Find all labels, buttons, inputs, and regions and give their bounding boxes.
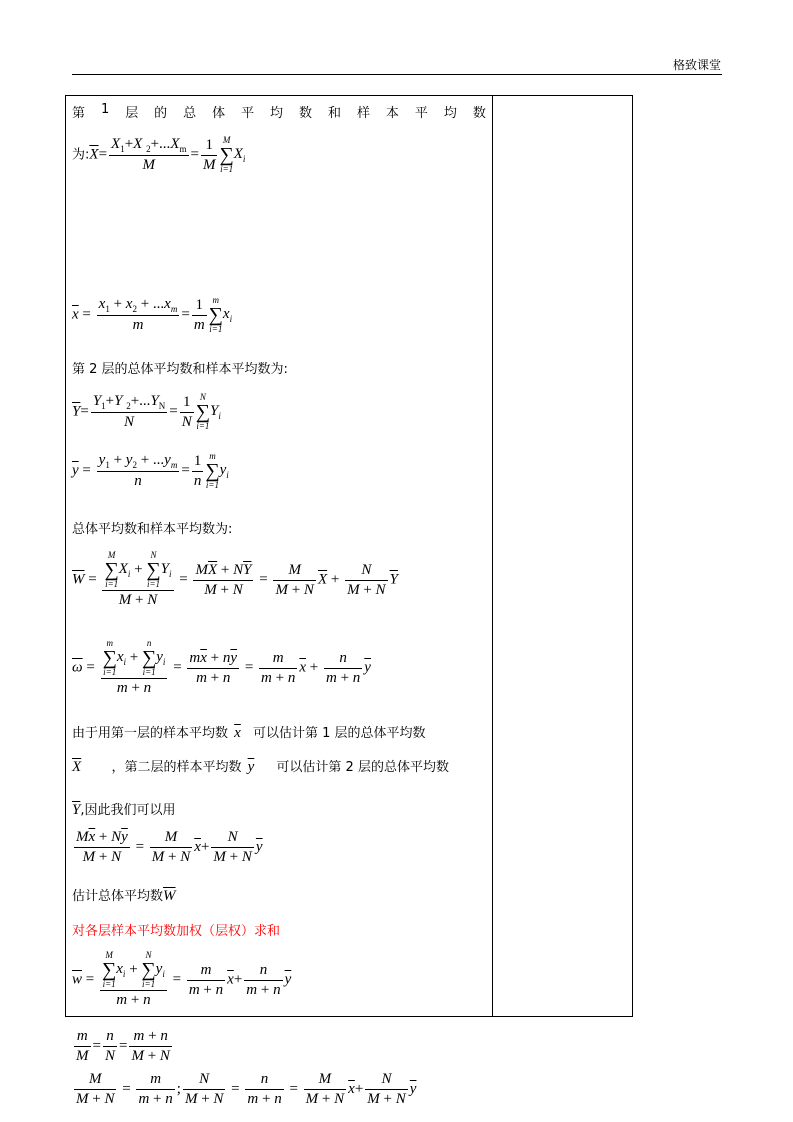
column-divider — [492, 96, 493, 1016]
intro-char: 样 — [356, 106, 370, 121]
intro-char: 均 — [270, 106, 284, 121]
intro-continuation: 为: — [72, 147, 90, 163]
weighted-note: 对各层样本平均数加权（层权）求和 — [72, 924, 281, 939]
intro-char: 层 — [125, 106, 139, 121]
intro-char: 平 — [414, 106, 428, 121]
equation-overall-sample-mean: $\overline{\omega}$ = m ∑ i=1 $x_i$ + n ∑ i=1 $y_i$ m + n = $\frac{m\overline{x} + n\overline{y}}{m + n}$ = $\frac{m}{m + n}$ $\overline{x}$ + $\frac{n}{m + n}$ $\overline{y}$ — [72, 638, 371, 696]
intro-char: 平 — [241, 106, 255, 121]
content-table — [65, 95, 633, 1107]
intro-char: 和 — [327, 106, 341, 121]
equation-sample-mean-2: $\overline{y}$ = $\frac{y_1 + y_2 + ...y_m}{n}$ = $\frac{1}{n}$ m ∑ i=1 $y_i$ — [72, 451, 229, 490]
header-rule — [72, 74, 722, 75]
intro-char: 本 — [385, 106, 399, 121]
equation-population-mean-2: $\overline{Y}=$ $\frac{Y_1+Y _2+...Y_N}{N}$ = $\frac{1}{N}$ N ∑ i=1 $Y_i$ — [72, 392, 221, 431]
equation-final: $\frac{M}{M + N}$ = $\frac{m}{m + n}$ ; $\frac{N}{M + N}$ = $\frac{n}{m + n}$ = $\frac{M}{M + N}$ $\overline{x}+$ $\frac{N}{M + N}$ $\overline{y}$ — [76, 1071, 417, 1107]
estimate-line-2: $\overline{X}$ ，第二层的样本平均数 $\overline{y}$ 可以估计第 2 层的总体平均数 — [72, 759, 449, 775]
equation-overall-population-mean: $\overline{W}$ = M ∑ i=1 $X_i$ + N ∑ i=1 $Y_i$ M + N = $\frac{M\overline{X} + N\overline{Y}}{M + N}$ = $\frac{M}{M + N}$ $\overline{X}$ + $\frac{N}{M + N}$ $\overline{Y}$ — [72, 550, 398, 608]
equation-ratio: $\frac{m}{M}$ = $\frac{n}{N}$ = $\frac{m + n}{M + N}$ — [76, 1028, 170, 1064]
intro-char: 1 — [100, 102, 110, 117]
intro-char: 体 — [212, 106, 226, 121]
header-brand: 格致课堂 — [672, 58, 721, 72]
intro-char: 均 — [443, 106, 457, 121]
overall-label: 总体平均数和样本平均数为: — [72, 522, 233, 537]
equation-population-mean-1: 为$:\overline{X}=$ $\frac{X_1+X _2+...X_m}{M}$ = $\frac{1}{M}$ M ∑ i=1 $X_i$ — [72, 135, 246, 174]
estimate-line-3: $\overline{Y}$,因此我们可以用 — [72, 802, 176, 818]
intro-char: 第 — [72, 106, 86, 121]
intro-line — [72, 102, 486, 121]
equation-sample-mean-1: $\overline{x}$ = $\frac{x_1 + x_2 + ...x_m}{m}$ = $\frac{1}{m}$ m ∑ i=1 $x_i$ — [72, 295, 233, 334]
estimate-line-4: 估计总体平均数$\overline{W}$ — [72, 888, 176, 904]
equation-weighted-mean: $\overline{w}$ = M ∑ i=1 $x_i$ + N ∑ i=1 $y_i$ m + n = $\frac{m}{m + n}$ $\overline{x}+$ $\frac{n}{m + n}$ $\overline{y}$ — [72, 950, 292, 1008]
estimate-line-1: 由于用第一层的样本平均数 $\overline{x}$ 可以估计第 1 层的总体平均数 — [72, 725, 426, 741]
equation-estimator: $\frac{M\overline{x} + N\overline{y}}{M + N}$ = $\frac{M}{M + N}$ $\overline{x}+$ $\frac{N}{M + N}$ $\overline{y}$ — [76, 829, 263, 865]
intro-char: 的 — [154, 106, 168, 121]
layer2-label: 第 2 层的总体平均数和样本平均数为: — [72, 362, 288, 377]
intro-char: 数 — [299, 106, 313, 121]
intro-char: 总 — [183, 106, 197, 121]
intro-char: 数 — [472, 106, 486, 121]
